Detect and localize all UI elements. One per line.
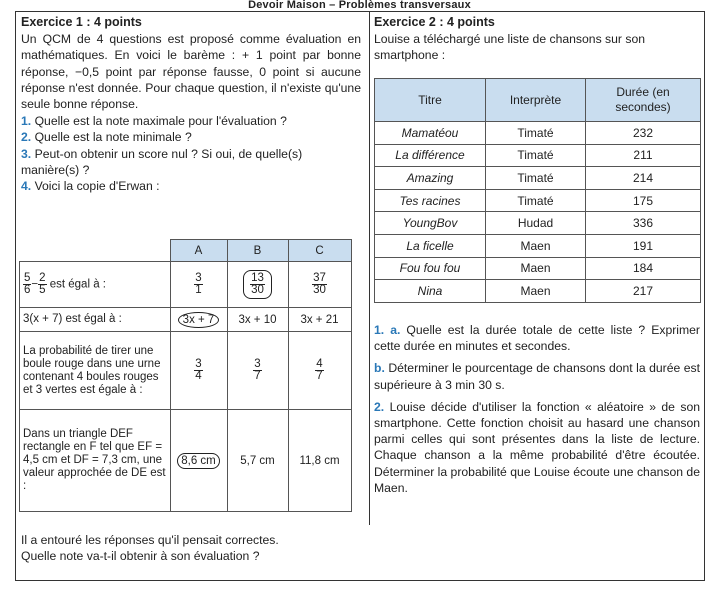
exercise1-outro-1: Il a entouré les réponses qu'il pensait correctes. bbox=[21, 533, 279, 547]
qcm-q3-answer-b: $\frac{3}{7}$ bbox=[227, 332, 288, 410]
qcm-header-row bbox=[20, 240, 352, 262]
qcm-q2-answer-b: 3x + 10 bbox=[227, 308, 288, 332]
exercise1-outro-2: Quelle note va-t-il obtenir à son évaluation ? bbox=[21, 549, 260, 564]
qcm-q4-answer-c: 11,8 cm bbox=[288, 410, 351, 512]
songs-table bbox=[374, 78, 701, 303]
exercise2 bbox=[374, 14, 700, 64]
exercise1 bbox=[21, 14, 361, 194]
exercise2-intro: Louise a téléchargé une liste de chansons sur son smartphone : bbox=[374, 32, 646, 63]
table-row: YoungBov Hudad 336 bbox=[375, 212, 701, 235]
qcm-row-2 bbox=[20, 308, 352, 332]
qcm-q3-answer-c: $\frac{4}{7}$ bbox=[288, 332, 351, 410]
qcm-table bbox=[19, 239, 352, 512]
songs-header-artist: Interprète bbox=[486, 79, 586, 122]
table-row: Nina Maen 217 bbox=[375, 280, 701, 303]
exercise1-question-4: 4. Voici la copie d'Erwan : bbox=[21, 179, 160, 194]
exercise1-intro: Un QCM de 4 questions est proposé comme évaluation en mathématiques. En voici le barème : + 1 point par bonne réponse, −0,5 point par réponse fausse, 0 point si aucune réponse n'est donnée. Pour chaque question, il n'existe qu'une seule bonne réponse. bbox=[21, 32, 361, 112]
exercise1-heading: Exercice 1 : 4 points bbox=[21, 15, 142, 29]
table-row: Fou fou fou Maen 184 bbox=[375, 257, 701, 280]
qcm-q1-answer-a: $\frac{3}{1}$ bbox=[170, 262, 227, 308]
qcm-q2-answer-c: 3x + 21 bbox=[288, 308, 351, 332]
exercise2-question-1a: 1. a. Quelle est la durée totale de cette liste ? Exprimer cette durée en minutes et secondes. bbox=[374, 323, 700, 354]
qcm-row-4 bbox=[20, 410, 352, 512]
qcm-q1-answer-c: $\frac{37}{30}$ bbox=[288, 262, 351, 308]
qcm-row-1 bbox=[20, 262, 352, 308]
table-row: Amazing Timaté 214 bbox=[375, 167, 701, 190]
qcm-q1: $\frac{5}{6}$ − $\frac{2}{5}$ est égal à : bbox=[20, 262, 171, 308]
qcm-q2-answer-a: 3x + 7 bbox=[170, 308, 227, 332]
table-row: Tes racines Timaté 175 bbox=[375, 189, 701, 212]
exercise2-question-2: 2. Louise décide d'utiliser la fonction « aléatoire » de son smartphone. Cette fonction choisit au hasard une chanson parmi celles qui sont présentes dans la liste de lecture. Chaque chanson a la même probabilité d'être écoutée. Déterminer la probabilité que Louise écoute une chanson de Maen. bbox=[374, 399, 701, 495]
songs-header-row bbox=[375, 79, 701, 122]
table-row: La différence Timaté 211 bbox=[375, 144, 701, 167]
qcm-row-3 bbox=[20, 332, 352, 410]
qcm-q1-answer-b: $\frac{13}{30}$ bbox=[227, 262, 288, 308]
page-title: Devoir Maison – Problèmes transversaux bbox=[248, 0, 471, 9]
exercise1-question-1: 1. Quelle est la note maximale pour l'évaluation ? bbox=[21, 114, 287, 129]
qcm-q4: Dans un triangle DEF rectangle en F tel que EF = 4,5 cm et DF = 7,3 cm, une valeur approchée de DE est : bbox=[20, 410, 171, 512]
qcm-header-c: C bbox=[288, 240, 351, 262]
qcm-q4-answer-b: 5,7 cm bbox=[227, 410, 288, 512]
exercise2-question-1b: b. Déterminer le pourcentage de chansons dont la durée est supérieure à 3 min 30 s. bbox=[374, 361, 701, 392]
exercise1-outro bbox=[21, 532, 701, 564]
qcm-q3: La probabilité de tirer une boule rouge dans une urne contenant 4 boules rouges et 3 vertes est égale à : bbox=[20, 332, 171, 410]
exercise1-question-3: 3. Peut-on obtenir un score nul ? Si oui, de quelle(s) manière(s) ? bbox=[21, 146, 303, 177]
table-row: La ficelle Maen 191 bbox=[375, 234, 701, 257]
songs-header-title: Titre bbox=[375, 79, 486, 122]
qcm-q3-answer-a: $\frac{3}{4}$ bbox=[170, 332, 227, 410]
table-row: Mamatéou Timaté 232 bbox=[375, 122, 701, 145]
column-divider bbox=[369, 11, 370, 525]
qcm-q2: 3(x + 7) est égal à : bbox=[20, 308, 171, 332]
qcm-q4-answer-a: 8,6 cm bbox=[170, 410, 227, 512]
qcm-header-a: A bbox=[170, 240, 227, 262]
exercise2-heading: Exercice 2 : 4 points bbox=[374, 15, 495, 29]
exercise2-questions bbox=[374, 322, 700, 496]
exercise1-question-2: 2. Quelle est la note minimale ? bbox=[21, 130, 192, 145]
songs-header-duration: Durée (en secondes) bbox=[586, 79, 701, 122]
qcm-header-b: B bbox=[227, 240, 288, 262]
